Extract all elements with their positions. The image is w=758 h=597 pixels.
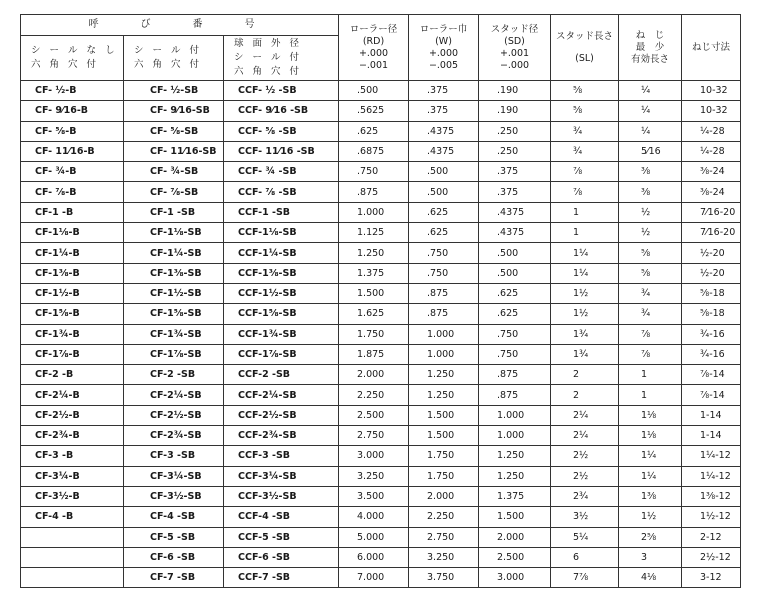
roller-diameter-cell: .750: [339, 162, 409, 182]
roller-diameter-cell: .625: [339, 121, 409, 141]
roller-diameter-cell: 6.000: [339, 547, 409, 567]
thread-size-cell: ¾-16: [682, 344, 741, 364]
part-no-sealed-cell: CF-1¼-SB: [124, 243, 224, 263]
stud-length-cell: 1¼: [551, 243, 619, 263]
roller-diameter-cell: 4.000: [339, 507, 409, 527]
roller-width-cell: .750: [409, 263, 479, 283]
part-no-unsealed-cell: CF-2½-B: [21, 405, 124, 425]
stud-length-cell: 1½: [551, 304, 619, 324]
thread-size-cell: ⅜-24: [682, 182, 741, 202]
thread-size-cell: 7⁄16-20: [682, 223, 741, 243]
roller-width-cell: 1.250: [409, 385, 479, 405]
part-no-crowned-cell: CCF-1¾-SB: [224, 324, 339, 344]
thread-size-cell: ½-20: [682, 263, 741, 283]
min-thread-length-cell: ⅜: [619, 182, 682, 202]
min-thread-length-cell: 1¼: [619, 446, 682, 466]
min-thread-length-cell: ½: [619, 223, 682, 243]
header-sealed-hex: [124, 36, 224, 81]
part-no-crowned-cell: CCF-4 -SB: [224, 507, 339, 527]
thread-size-cell: ¼-28: [682, 121, 741, 141]
part-no-crowned-cell: CCF-1⅛-SB: [224, 223, 339, 243]
min-thread-length-cell: ¼: [619, 81, 682, 101]
stud-length-cell: 1¾: [551, 344, 619, 364]
stud-diameter-cell: .750: [479, 324, 551, 344]
header-text: +.000: [428, 47, 459, 59]
part-no-unsealed-cell: CF- 9⁄16-B: [21, 101, 124, 121]
min-thread-length-cell: 1½: [619, 507, 682, 527]
part-no-crowned-cell: CCF-6 -SB: [224, 547, 339, 567]
thread-size-cell: 1½-12: [682, 507, 741, 527]
part-no-sealed-cell: CF-1⅝-SB: [124, 304, 224, 324]
header-text: (SL): [575, 52, 594, 64]
header-stud-length: [551, 15, 619, 81]
header-roller-width: [409, 15, 479, 81]
table-row: [21, 527, 741, 547]
part-no-unsealed-cell: CF-1¼-B: [21, 243, 124, 263]
stud-length-cell: 2: [551, 385, 619, 405]
header-text: 六 角 穴 付: [31, 59, 100, 70]
table-row: [21, 507, 741, 527]
stud-length-cell: 2¾: [551, 486, 619, 506]
stud-diameter-cell: 2.000: [479, 527, 551, 547]
stud-diameter-cell: 1.500: [479, 507, 551, 527]
part-no-unsealed-cell: CF-3½-B: [21, 486, 124, 506]
part-no-crowned-cell: CCF- 9⁄16 -SB: [224, 101, 339, 121]
part-no-unsealed-cell: CF-3¼-B: [21, 466, 124, 486]
stud-diameter-cell: .375: [479, 182, 551, 202]
part-no-crowned-cell: CCF-1⅜-SB: [224, 263, 339, 283]
table-row: [21, 385, 741, 405]
min-thread-length-cell: ⅝: [619, 243, 682, 263]
part-no-crowned-cell: CCF-7 -SB: [224, 568, 339, 588]
stud-diameter-cell: .875: [479, 365, 551, 385]
roller-width-cell: .750: [409, 243, 479, 263]
min-thread-length-cell: ⅝: [619, 263, 682, 283]
roller-width-cell: 2.750: [409, 527, 479, 547]
part-no-crowned-cell: CCF- ½ -SB: [224, 81, 339, 101]
part-no-sealed-cell: CF-1⅞-SB: [124, 344, 224, 364]
thread-size-cell: ⅞-14: [682, 365, 741, 385]
stud-length-cell: ¾: [551, 121, 619, 141]
part-no-unsealed-cell: CF-2¾-B: [21, 426, 124, 446]
thread-size-cell: ⅞-14: [682, 385, 741, 405]
header-text: ローラー径: [349, 23, 398, 35]
roller-diameter-cell: 2.500: [339, 405, 409, 425]
stud-length-cell: 2: [551, 365, 619, 385]
min-thread-length-cell: ½: [619, 202, 682, 222]
thread-size-cell: 2½-12: [682, 547, 741, 567]
part-no-crowned-cell: CCF-3½-SB: [224, 486, 339, 506]
roller-width-cell: .4375: [409, 141, 479, 161]
roller-diameter-cell: 2.250: [339, 385, 409, 405]
min-thread-length-cell: 2⅝: [619, 527, 682, 547]
part-no-sealed-cell: CF- 9⁄16-SB: [124, 101, 224, 121]
min-thread-length-cell: ⅞: [619, 324, 682, 344]
part-no-unsealed-cell: CF- ⅝-B: [21, 121, 124, 141]
part-no-sealed-cell: CF-3¼-SB: [124, 466, 224, 486]
roller-diameter-cell: 2.000: [339, 365, 409, 385]
part-no-unsealed-cell: CF- 11⁄16-B: [21, 141, 124, 161]
stud-length-cell: 1: [551, 223, 619, 243]
min-thread-length-cell: 1: [619, 385, 682, 405]
thread-size-cell: 1-14: [682, 405, 741, 425]
thread-size-cell: ½-20: [682, 243, 741, 263]
roller-width-cell: .500: [409, 162, 479, 182]
table-row: [21, 182, 741, 202]
min-thread-length-cell: 1⅛: [619, 426, 682, 446]
header-unsealed-hex: [21, 36, 124, 81]
table-body: [21, 81, 741, 588]
stud-diameter-cell: 1.000: [479, 426, 551, 446]
stud-diameter-cell: 1.375: [479, 486, 551, 506]
part-no-crowned-cell: CCF-3 -SB: [224, 446, 339, 466]
roller-diameter-cell: 5.000: [339, 527, 409, 547]
stud-length-cell: 2½: [551, 466, 619, 486]
min-thread-length-cell: 4⅛: [619, 568, 682, 588]
table-row: [21, 81, 741, 101]
roller-width-cell: .875: [409, 304, 479, 324]
part-no-unsealed-cell: [21, 547, 124, 567]
part-no-sealed-cell: CF-2 -SB: [124, 365, 224, 385]
table-row: [21, 568, 741, 588]
part-no-unsealed-cell: CF-1½-B: [21, 283, 124, 303]
cam-follower-spec-table: [20, 14, 740, 588]
part-no-unsealed-cell: CF-1⅛-B: [21, 223, 124, 243]
thread-size-cell: ⅜-24: [682, 162, 741, 182]
part-no-sealed-cell: CF-5 -SB: [124, 527, 224, 547]
part-no-crowned-cell: CCF-2½-SB: [224, 405, 339, 425]
part-no-sealed-cell: CF-1⅛-SB: [124, 223, 224, 243]
header-text: (W): [435, 35, 452, 47]
header-text: シ ー ル な し: [31, 45, 118, 56]
part-no-crowned-cell: CCF- 11⁄16 -SB: [224, 141, 339, 161]
part-no-crowned-cell: CCF-1⅝-SB: [224, 304, 339, 324]
roller-width-cell: 1.000: [409, 344, 479, 364]
min-thread-length-cell: 1⅜: [619, 486, 682, 506]
roller-width-cell: 3.750: [409, 568, 479, 588]
min-thread-length-cell: ¼: [619, 101, 682, 121]
part-no-unsealed-cell: CF- ⅞-B: [21, 182, 124, 202]
roller-width-cell: 1.750: [409, 466, 479, 486]
min-thread-length-cell: 1⅛: [619, 405, 682, 425]
part-no-sealed-cell: CF-3 -SB: [124, 446, 224, 466]
part-no-unsealed-cell: CF-1 -B: [21, 202, 124, 222]
roller-width-cell: 2.000: [409, 486, 479, 506]
stud-length-cell: 2½: [551, 446, 619, 466]
stud-length-cell: ⅞: [551, 182, 619, 202]
part-no-unsealed-cell: [21, 568, 124, 588]
table-row: [21, 243, 741, 263]
part-no-crowned-cell: CCF-2 -SB: [224, 365, 339, 385]
part-no-crowned-cell: CCF-1⅞-SB: [224, 344, 339, 364]
header-text: −.000: [499, 59, 530, 71]
part-no-sealed-cell: CF-2¾-SB: [124, 426, 224, 446]
table-row: [21, 324, 741, 344]
roller-width-cell: .500: [409, 182, 479, 202]
table-row: [21, 446, 741, 466]
min-thread-length-cell: ¾: [619, 304, 682, 324]
part-no-sealed-cell: CF-1¾-SB: [124, 324, 224, 344]
roller-diameter-cell: 3.250: [339, 466, 409, 486]
roller-width-cell: .375: [409, 101, 479, 121]
part-no-sealed-cell: CF- ¾-SB: [124, 162, 224, 182]
part-no-unsealed-cell: CF- ¾-B: [21, 162, 124, 182]
part-no-sealed-cell: CF- ⅝-SB: [124, 121, 224, 141]
header-text: シ ー ル 付: [134, 45, 203, 56]
stud-diameter-cell: .4375: [479, 202, 551, 222]
thread-size-cell: ⅝-18: [682, 304, 741, 324]
header-text: −.001: [358, 59, 389, 71]
thread-size-cell: 2-12: [682, 527, 741, 547]
thread-size-cell: 10-32: [682, 101, 741, 121]
header-roller-diameter: [339, 15, 409, 81]
min-thread-length-cell: 1: [619, 365, 682, 385]
header-text: 最 少: [635, 41, 665, 53]
table-row: [21, 223, 741, 243]
stud-diameter-cell: .250: [479, 141, 551, 161]
part-no-unsealed-cell: CF-1⅜-B: [21, 263, 124, 283]
stud-length-cell: 7⅞: [551, 568, 619, 588]
stud-length-cell: ⅝: [551, 81, 619, 101]
min-thread-length-cell: 5⁄16: [619, 141, 682, 161]
part-no-crowned-cell: CCF-1¼-SB: [224, 243, 339, 263]
thread-size-cell: 1¼-12: [682, 446, 741, 466]
part-no-unsealed-cell: CF-2¼-B: [21, 385, 124, 405]
part-no-crowned-cell: CCF-2¾-SB: [224, 426, 339, 446]
part-no-sealed-cell: CF-1 -SB: [124, 202, 224, 222]
table-row: [21, 304, 741, 324]
part-no-crowned-cell: CCF-3¼-SB: [224, 466, 339, 486]
stud-diameter-cell: 1.250: [479, 446, 551, 466]
table-row: [21, 405, 741, 425]
stud-diameter-cell: 1.250: [479, 466, 551, 486]
header-text: (RD): [362, 35, 385, 47]
header-text: 有効長さ: [630, 53, 669, 65]
stud-length-cell: 5¼: [551, 527, 619, 547]
thread-size-cell: ¼-28: [682, 141, 741, 161]
table-row: [21, 141, 741, 161]
table-row: [21, 121, 741, 141]
stud-length-cell: 3½: [551, 507, 619, 527]
roller-width-cell: .875: [409, 283, 479, 303]
part-no-sealed-cell: CF-6 -SB: [124, 547, 224, 567]
part-no-crowned-cell: CCF-1½-SB: [224, 283, 339, 303]
roller-width-cell: .625: [409, 223, 479, 243]
roller-diameter-cell: 1.625: [339, 304, 409, 324]
table-row: [21, 466, 741, 486]
part-no-sealed-cell: CF-2¼-SB: [124, 385, 224, 405]
part-no-unsealed-cell: CF-1¾-B: [21, 324, 124, 344]
part-no-sealed-cell: CF- ½-SB: [124, 81, 224, 101]
roller-diameter-cell: 3.500: [339, 486, 409, 506]
thread-size-cell: 1-14: [682, 426, 741, 446]
roller-width-cell: 3.250: [409, 547, 479, 567]
header-min-thread-length: [619, 15, 682, 81]
stud-length-cell: 1½: [551, 283, 619, 303]
header-stud-diameter: [479, 15, 551, 81]
header-text: シ ー ル 付: [234, 52, 303, 63]
table-row: [21, 426, 741, 446]
stud-length-cell: 1¼: [551, 263, 619, 283]
roller-diameter-cell: .5625: [339, 101, 409, 121]
thread-size-cell: 10-32: [682, 81, 741, 101]
table-row: [21, 202, 741, 222]
table-row: [21, 547, 741, 567]
part-no-crowned-cell: CCF- ⅞ -SB: [224, 182, 339, 202]
header-text: スタッド径: [490, 23, 539, 35]
part-no-sealed-cell: CF-1½-SB: [124, 283, 224, 303]
thread-size-cell: ¾-16: [682, 324, 741, 344]
roller-diameter-cell: 7.000: [339, 568, 409, 588]
part-no-crowned-cell: CCF-1 -SB: [224, 202, 339, 222]
table-row: [21, 344, 741, 364]
min-thread-length-cell: ¼: [619, 121, 682, 141]
min-thread-length-cell: ⅜: [619, 162, 682, 182]
stud-diameter-cell: .500: [479, 263, 551, 283]
stud-diameter-cell: .4375: [479, 223, 551, 243]
part-no-unsealed-cell: CF-1⅝-B: [21, 304, 124, 324]
roller-width-cell: .375: [409, 81, 479, 101]
part-no-unsealed-cell: CF-2 -B: [21, 365, 124, 385]
part-no-sealed-cell: CF- 11⁄16-SB: [124, 141, 224, 161]
table-row: [21, 263, 741, 283]
header-text: (SD): [504, 35, 525, 47]
header-text: スタッド長さ: [555, 30, 613, 42]
header-text: 球 面 外 径: [234, 38, 303, 49]
table-row: [21, 283, 741, 303]
part-no-sealed-cell: CF-2½-SB: [124, 405, 224, 425]
roller-diameter-cell: .6875: [339, 141, 409, 161]
part-no-crowned-cell: CCF-5 -SB: [224, 527, 339, 547]
roller-diameter-cell: 1.125: [339, 223, 409, 243]
table-row: [21, 162, 741, 182]
stud-diameter-cell: .500: [479, 243, 551, 263]
header-text: 六 角 穴 付: [134, 59, 203, 70]
stud-length-cell: 1¾: [551, 324, 619, 344]
part-no-crowned-cell: CCF- ⅝ -SB: [224, 121, 339, 141]
min-thread-length-cell: 3: [619, 547, 682, 567]
header-text: ね じ: [635, 29, 665, 41]
header-group-title: 呼 び 番 号: [21, 15, 339, 36]
stud-diameter-cell: .190: [479, 101, 551, 121]
part-no-sealed-cell: CF-7 -SB: [124, 568, 224, 588]
header-text: ローラー巾: [419, 23, 468, 35]
stud-length-cell: ⅝: [551, 101, 619, 121]
stud-diameter-cell: .375: [479, 162, 551, 182]
stud-length-cell: 6: [551, 547, 619, 567]
part-no-unsealed-cell: CF- ½-B: [21, 81, 124, 101]
roller-diameter-cell: .875: [339, 182, 409, 202]
header-text: 六 角 穴 付: [234, 66, 303, 77]
table-row: [21, 101, 741, 121]
part-no-unsealed-cell: CF-1⅞-B: [21, 344, 124, 364]
roller-diameter-cell: 1.875: [339, 344, 409, 364]
spec-table: [20, 14, 741, 588]
roller-diameter-cell: 1.000: [339, 202, 409, 222]
table-row: [21, 486, 741, 506]
part-no-sealed-cell: CF-3½-SB: [124, 486, 224, 506]
roller-width-cell: .625: [409, 202, 479, 222]
roller-width-cell: 1.750: [409, 446, 479, 466]
thread-size-cell: ⅝-18: [682, 283, 741, 303]
table-row: [21, 365, 741, 385]
roller-width-cell: .4375: [409, 121, 479, 141]
stud-diameter-cell: .875: [479, 385, 551, 405]
roller-diameter-cell: 3.000: [339, 446, 409, 466]
header-crowned-sealed-hex: [224, 36, 339, 81]
stud-length-cell: ⅞: [551, 162, 619, 182]
roller-diameter-cell: 1.250: [339, 243, 409, 263]
part-no-crowned-cell: CCF-2¼-SB: [224, 385, 339, 405]
roller-width-cell: 1.000: [409, 324, 479, 344]
part-no-crowned-cell: CCF- ¾ -SB: [224, 162, 339, 182]
part-no-sealed-cell: CF-1⅜-SB: [124, 263, 224, 283]
roller-diameter-cell: .500: [339, 81, 409, 101]
stud-length-cell: 2¼: [551, 405, 619, 425]
thread-size-cell: 1⅜-12: [682, 486, 741, 506]
stud-length-cell: ¾: [551, 141, 619, 161]
stud-length-cell: 2¼: [551, 426, 619, 446]
stud-diameter-cell: .190: [479, 81, 551, 101]
thread-size-cell: 7⁄16-20: [682, 202, 741, 222]
roller-width-cell: 1.500: [409, 405, 479, 425]
min-thread-length-cell: ⅞: [619, 344, 682, 364]
header-text: −.005: [428, 59, 459, 71]
part-no-unsealed-cell: CF-3 -B: [21, 446, 124, 466]
min-thread-length-cell: 1¼: [619, 466, 682, 486]
thread-size-cell: 3-12: [682, 568, 741, 588]
roller-diameter-cell: 1.500: [339, 283, 409, 303]
stud-diameter-cell: .250: [479, 121, 551, 141]
stud-diameter-cell: .625: [479, 283, 551, 303]
stud-diameter-cell: 2.500: [479, 547, 551, 567]
stud-diameter-cell: .750: [479, 344, 551, 364]
min-thread-length-cell: ¾: [619, 283, 682, 303]
roller-diameter-cell: 2.750: [339, 426, 409, 446]
thread-size-cell: 1¼-12: [682, 466, 741, 486]
part-no-sealed-cell: CF-4 -SB: [124, 507, 224, 527]
header-thread-size: ねじ寸法: [682, 15, 741, 81]
stud-length-cell: 1: [551, 202, 619, 222]
roller-diameter-cell: 1.750: [339, 324, 409, 344]
roller-width-cell: 1.500: [409, 426, 479, 446]
part-no-unsealed-cell: [21, 527, 124, 547]
roller-diameter-cell: 1.375: [339, 263, 409, 283]
roller-width-cell: 1.250: [409, 365, 479, 385]
header-text: +.000: [358, 47, 389, 59]
stud-diameter-cell: 1.000: [479, 405, 551, 425]
part-no-unsealed-cell: CF-4 -B: [21, 507, 124, 527]
roller-width-cell: 2.250: [409, 507, 479, 527]
header-text: +.001: [499, 47, 530, 59]
stud-diameter-cell: 3.000: [479, 568, 551, 588]
part-no-sealed-cell: CF- ⅞-SB: [124, 182, 224, 202]
stud-diameter-cell: .625: [479, 304, 551, 324]
